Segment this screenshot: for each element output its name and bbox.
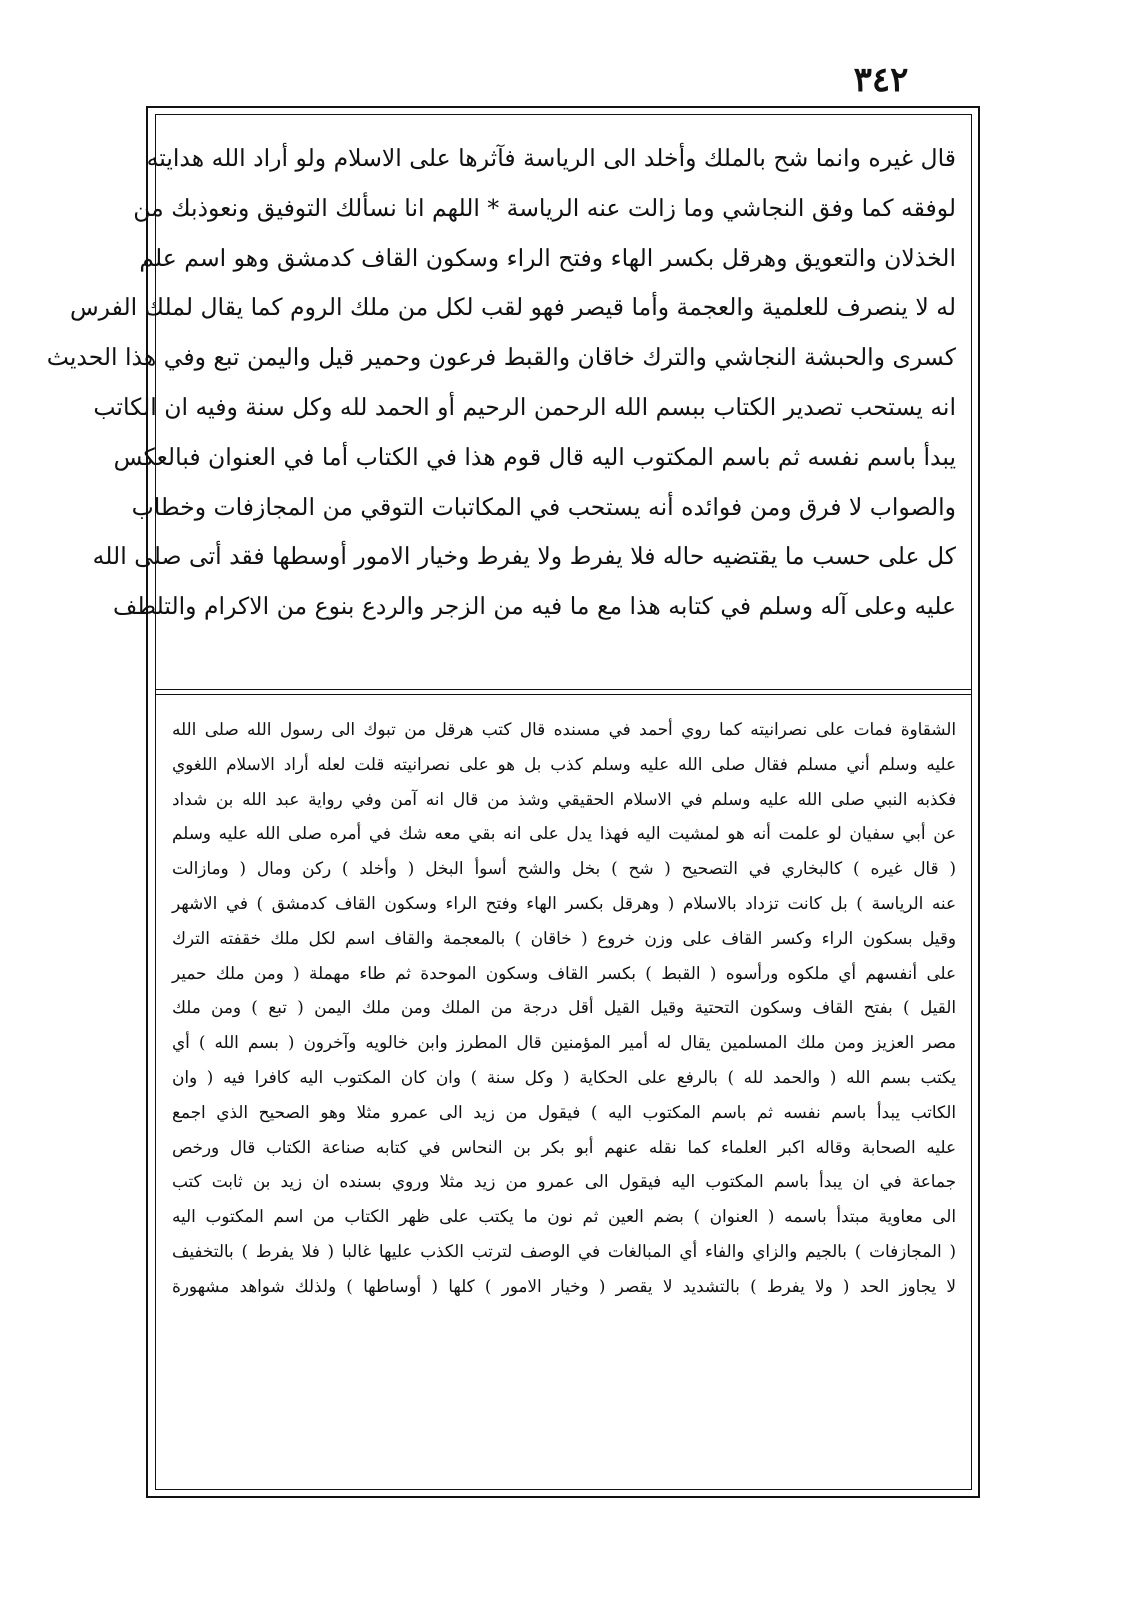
commentary-line: عنه الرياسة ) بل كانت تزداد بالاسلام ( وهرقل بكسر الهاء وفتح الراء وسكون القاف كدمشق ) في الاشهر [172, 892, 956, 913]
main-text-line: انه يستحب تصدير الكتاب ببسم الله الرحمن الرحيم أو الحمد لله وكل سنة وفيه ان الكاتب [93, 392, 956, 421]
main-text-line: لوفقه كما وفق النجاشي وما زالت عنه الرياسة * اللهم انا نسألك التوفيق ونعوذبك من [133, 193, 956, 222]
commentary-line: ( قال غيره ) كالبخاري في التصحيح ( شح ) بخل والشح أسوأ البخل ( وأخلد ) ركن ومال ( ومازالت [172, 858, 956, 879]
separator-rule-bottom [155, 694, 972, 695]
commentary-line: فكذبه النبي صلى الله عليه وسلم في الاسلام الحقيقي وشذ من قال انه آمن وفي رواية عبد الله بن شداد [172, 788, 956, 809]
commentary-line: لا يجاوز الحد ( ولا يفرط ) بالتشديد لا يقصر ( وخيار الامور ) كلها ( أوساطها ) ولذلك شواهد مشهورة [172, 1275, 956, 1296]
commentary-line: على أنفسهم أي ملكوه ورأسوه ( القبط ) بكسر القاف وسكون الموحدة ثم طاء مهملة ( ومن ملك حمير [172, 962, 956, 983]
page-number: ٣٤٢ [853, 60, 909, 100]
main-text-line: قال غيره وانما شح بالملك وأخلد الى الرياسة فآثرها على الاسلام ولو أراد الله هدايته [146, 144, 956, 172]
commentary-line: مصر العزيز ومن ملك المسلمين يقال له أمير المؤمنين قال المطرز وابن خالويه وآخرون ( بسم الله ) أي [172, 1032, 956, 1053]
commentary-line: ( المجازفات ) بالجيم والزاي والفاء أي المبالغات في الوصف لترتب الكذب عليها غالبا ( فلا يفرط ) بالتخفيف [172, 1240, 956, 1261]
commentary-line: الكاتب يبدأ باسم نفسه ثم باسم المكتوب اليه ) فيقول من زيد الى عمرو مثلا وهو الصحيح الذي اجمع [172, 1101, 956, 1122]
main-text-line: له لا ينصرف للعلمية والعجمة وأما قيصر فهو لقب لكل من ملك الروم كما يقال لملك الفرس [69, 293, 956, 322]
commentary-line: القيل ) بفتح القاف وسكون التحتية وقيل القيل أقل درجة من الملك ومن ملك اليمن ( تبع ) ومن ملك [172, 997, 956, 1018]
commentary-line: وقيل بسكون الراء وكسر القاف على وزن خروع ( خاقان ) بالمعجمة والقاف اسم لكل ملك خقفته الترك [172, 927, 956, 948]
commentary-line: الشقاوة فمات على نصرانيته كما روي أحمد في مسنده قال كتب هرقل من تبوك الى رسول الله صلى الله [172, 719, 956, 739]
commentary-block [172, 712, 956, 1472]
main-text-block [46, 134, 956, 682]
commentary-line: عليه وسلم أني مسلم فقال صلى الله عليه وسلم كذب بل هو على نصرانيته قلت لعله أراد الاسلام اللغوي [172, 753, 956, 774]
commentary-line: عليه الصحابة وقاله اكبر العلماء كما نقله عنهم أبو بكر بن النحاس في كتابه صناعة الكتاب قال ورخص [172, 1136, 956, 1157]
separator-rule-top [155, 689, 972, 690]
commentary-line: يكتب بسم الله ( والحمد لله ) بالرفع على الحكاية ( وكل سنة ) وان كان المكتوب اليه كافرا فيه ( وان [172, 1066, 956, 1087]
commentary-line: عن أبي سفيان لو علمت أنه هو لمشيت اليه فهذا يدل على انه بقي معه شك في أمره صلى الله عليه وسلم [172, 823, 956, 844]
main-text-line: الخذلان والتعويق وهرقل بكسر الهاء وفتح الراء وسكون القاف كدمشق وهو اسم علم [139, 243, 956, 272]
commentary-line: الى معاوية مبتدأ باسمه ( العنوان ) بضم العين ثم نون ما يكتب على ظهر الكتاب من اسم المكتوب اليه [172, 1206, 956, 1227]
main-text-line: والصواب لا فرق ومن فوائده أنه يستحب في المكاتبات التوقي من المجازفات وخطاب [131, 492, 956, 521]
main-text-line: يبدأ باسم نفسه ثم باسم المكتوب اليه قال قوم هذا في الكتاب أما في العنوان فبالعكس [113, 442, 956, 471]
main-text-line: عليه وعلى آله وسلم في كتابه هذا مع ما فيه من الزجر والردع بنوع من الاكرام والتلطف [113, 592, 956, 621]
commentary-line: جماعة في ان يبدأ باسم المكتوب اليه فيقول الى عمرو من زيد مثلا وروي بسنده ان زيد بن ثابت كتب [172, 1171, 956, 1192]
main-text-line: كل على حسب ما يقتضيه حاله فلا يفرط ولا يفرط وخيار الامور أوسطها فقد أتى صلى الله [92, 542, 956, 571]
main-text-line: كسرى والحبشة النجاشي والترك خاقان والقبط فرعون وحمير قيل واليمن تبع وفي هذا الحديث [46, 343, 956, 372]
